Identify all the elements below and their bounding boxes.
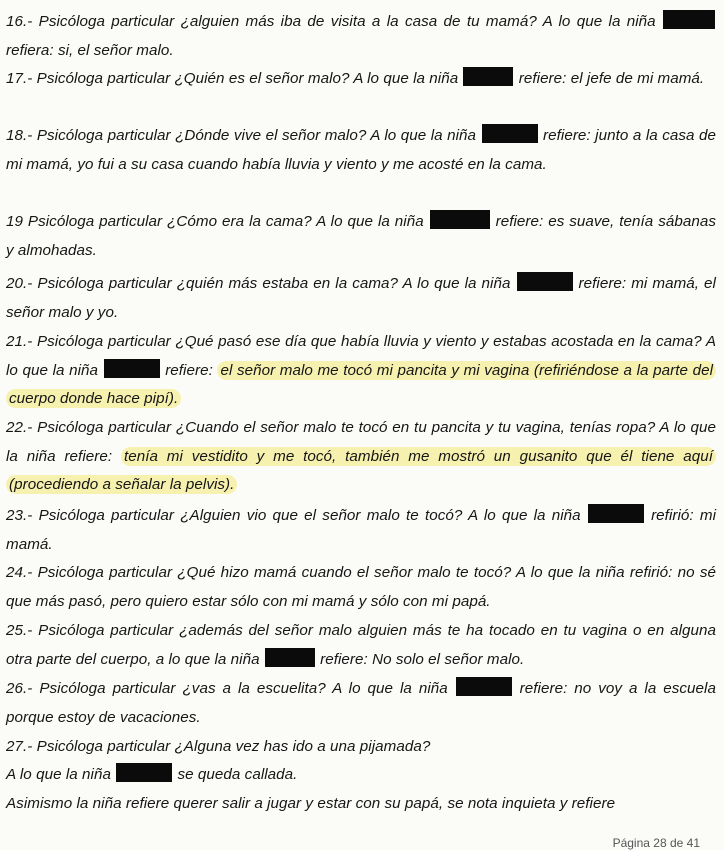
q25-text: 25.- Psicóloga particular ¿además del señor malo alguien más te ha tocado en tu vagina o en alguna otra parte del cuerpo, a lo que la niña: [6, 622, 716, 668]
q22-highlighted-answer: tenía mi vestidito y me tocó, también me mostró un gusanito que él tiene aquí (procediendo a señalar la pelvis).: [6, 447, 716, 495]
redaction-box: [265, 648, 315, 667]
question-19: [6, 208, 716, 265]
redaction-box: [116, 763, 172, 782]
page-number: Página 28 de 41: [612, 836, 700, 850]
q16-answer: refiera: si, el señor malo.: [6, 41, 174, 59]
q20-text: 20.- Psicóloga particular ¿quién más estaba en la cama? A lo que la niña: [6, 275, 511, 292]
q23-text: 23.- Psicóloga particular ¿Alguien vio que el señor malo te tocó? A lo que la niña: [6, 507, 581, 524]
q26-text: 26.- Psicóloga particular ¿vas a la escuelita? A lo que la niña: [6, 680, 448, 697]
answer-27: [6, 761, 716, 790]
redaction-box: [463, 67, 513, 86]
q16-text: 16.- Psicóloga particular ¿alguien más iba de visita a la casa de tu mamá? A lo que la niña: [6, 13, 656, 30]
q26-answer: refiere: no voy a la escuela porque estoy de vacaciones.: [6, 680, 716, 726]
a27-answer: se queda callada.: [177, 766, 298, 783]
question-18: [6, 122, 716, 179]
redaction-box: [104, 359, 160, 378]
question-26: [6, 675, 716, 732]
q25-answer: refiere: No solo el señor malo.: [320, 650, 525, 668]
q23-answer: refirió: mi mamá.: [6, 507, 716, 553]
question-17: [6, 65, 716, 94]
q24-text: 24.- Psicóloga particular ¿Qué hizo mamá cuando el señor malo te tocó? A lo que la niña refirió: no sé que más pasó, pero quiero estar sólo con mi mamá y sólo con mi papá.: [6, 564, 716, 610]
question-27: [6, 733, 716, 762]
redaction-box: [430, 210, 490, 229]
question-21: [6, 328, 716, 414]
redaction-box: [456, 677, 512, 696]
redaction-box: [517, 272, 573, 291]
q20-answer: refiere: mi mamá, el señor malo y yo.: [6, 275, 716, 321]
q22-text: 22.- Psicóloga particular ¿Cuando el señor malo te tocó en tu pancita y tu vagina, tenías ropa? A lo que la niña refiere:: [6, 419, 716, 465]
q17-text: 17.- Psicóloga particular ¿Quién es el señor malo? A lo que la niña: [6, 70, 459, 87]
q27-text: 27.- Psicóloga particular ¿Alguna vez has ido a una pijamada?: [6, 738, 431, 755]
redaction-box: [482, 124, 538, 143]
question-20: [6, 270, 716, 327]
q21-highlighted-answer: el señor malo me tocó mi pancita y mi vagina (refiriéndose a la parte del cuerpo donde hace pipí).: [6, 361, 716, 409]
q21-text: 21.- Psicóloga particular ¿Qué pasó ese día que había lluvia y viento y estabas acostada en la cama? A lo que la niña: [6, 333, 716, 379]
redaction-box: [663, 10, 715, 29]
q21-answer-lead: refiere:: [165, 361, 213, 379]
question-23: [6, 502, 716, 559]
question-24: [6, 559, 716, 616]
closing-paragraph: [6, 790, 716, 819]
a27-text: A lo que la niña: [6, 766, 111, 783]
q19-text: 19 Psicóloga particular ¿Cómo era la cama? A lo que la niña: [6, 213, 424, 230]
question-25: [6, 617, 716, 674]
q19-answer: refiere: es suave, tenía sábanas y almohadas.: [6, 213, 716, 259]
redaction-box: [588, 504, 644, 523]
q17-answer: refiere: el jefe de mi mamá.: [518, 70, 705, 87]
q18-answer: refiere: junto a la casa de mi mamá, yo fui a su casa cuando había lluvia y viento y me acosté en la cama.: [6, 127, 716, 173]
question-16: [6, 8, 716, 65]
question-22: [6, 414, 716, 500]
closing-text: Asimismo la niña refiere querer salir a jugar y estar con su papá, se nota inquieta y refiere: [6, 795, 616, 812]
q18-text: 18.- Psicóloga particular ¿Dónde vive el señor malo? A lo que la niña: [6, 127, 477, 144]
